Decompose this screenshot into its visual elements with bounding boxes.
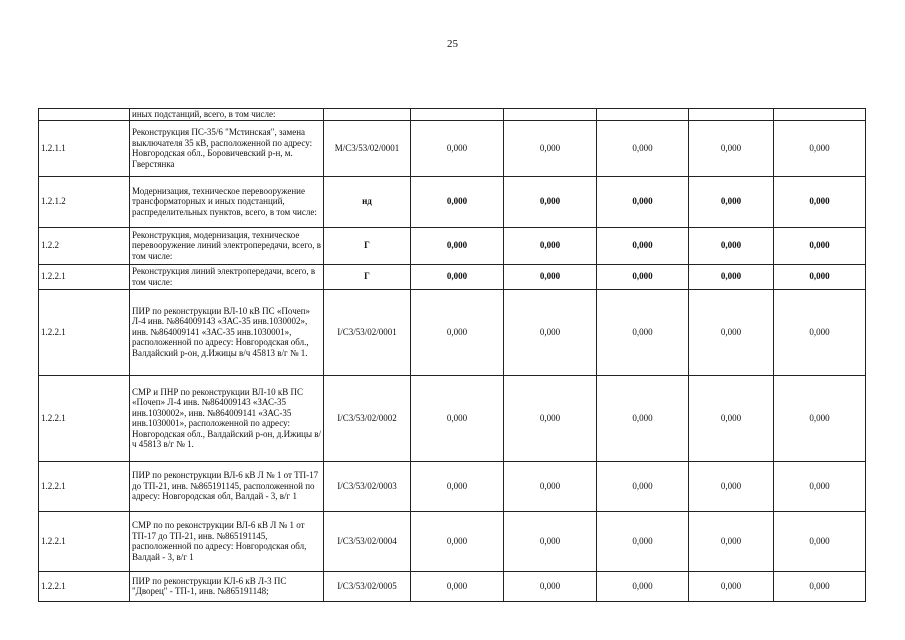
row-value: 0,000 [689, 264, 774, 289]
row-value: 0,000 [597, 289, 689, 375]
row-value: 0,000 [504, 289, 597, 375]
row-value: 0,000 [411, 571, 504, 601]
row-value: 0,000 [504, 511, 597, 571]
table-row [39, 109, 866, 121]
row-value [774, 109, 866, 121]
row-value: 0,000 [689, 375, 774, 461]
row-identifier: Г [324, 227, 411, 264]
row-value: 0,000 [597, 264, 689, 289]
row-value: 0,000 [774, 571, 866, 601]
row-value: 0,000 [774, 176, 866, 227]
table-row [39, 176, 866, 227]
row-code: 1.2.2.1 [39, 511, 130, 571]
row-value: 0,000 [689, 120, 774, 176]
row-value: 0,000 [774, 289, 866, 375]
row-name: СМР и ПНР по реконструкции ВЛ-10 кВ ПС «Почеп» Л-4 инв. №864009143 «ЗАС-35 инв.1030002», инв. №864009141 «ЗАС-35 инв.1030001», расположенной по адресу: Новгородская обл., Валдайский р-он, д.Ижицы в/ч 45813 в/г № 1. [130, 375, 324, 461]
row-value: 0,000 [689, 227, 774, 264]
row-value: 0,000 [689, 461, 774, 511]
row-value: 0,000 [411, 227, 504, 264]
row-identifier: I/C3/53/02/0005 [324, 571, 411, 601]
row-identifier: I/C3/53/02/0003 [324, 461, 411, 511]
row-value [411, 109, 504, 121]
row-value: 0,000 [597, 227, 689, 264]
row-value: 0,000 [504, 227, 597, 264]
row-value: 0,000 [411, 461, 504, 511]
row-code: 1.2.1.2 [39, 176, 130, 227]
row-value: 0,000 [774, 375, 866, 461]
row-value: 0,000 [597, 511, 689, 571]
row-value: 0,000 [504, 571, 597, 601]
row-name: иных подстанций, всего, в том числе: [130, 109, 324, 121]
row-value: 0,000 [597, 461, 689, 511]
row-value [689, 109, 774, 121]
row-code: 1.2.1.1 [39, 120, 130, 176]
table-row [39, 227, 866, 264]
row-code: 1.2.2.1 [39, 264, 130, 289]
row-name: Реконструкция линий электропередачи, всего, в том числе: [130, 264, 324, 289]
row-value: 0,000 [411, 289, 504, 375]
row-name: Реконструкция, модернизация, техническое перевооружение линий электропередачи, всего, в том числе: [130, 227, 324, 264]
row-value: 0,000 [411, 375, 504, 461]
row-value: 0,000 [504, 461, 597, 511]
row-code: 1.2.2.1 [39, 289, 130, 375]
row-code: 1.2.2.1 [39, 571, 130, 601]
table-row [39, 264, 866, 289]
row-name: ПИР по реконструкции ВЛ-6 кВ Л № 1 от ТП-17 до ТП-21, инв. №865191145, расположенной по адресу: Новгородская обл, Валдай - 3, в/г 1 [130, 461, 324, 511]
table-row [39, 511, 866, 571]
row-code [39, 109, 130, 121]
row-value: 0,000 [774, 120, 866, 176]
row-identifier: I/C3/53/02/0001 [324, 289, 411, 375]
investment-table [38, 108, 866, 602]
row-identifier: M/C3/53/02/0001 [324, 120, 411, 176]
row-name: СМР по по реконструкции ВЛ-6 кВ Л № 1 от ТП-17 до ТП-21, инв. №865191145, расположенной по адресу: Новгородская обл, Валдай - 3, в/г 1 [130, 511, 324, 571]
row-code: 1.2.2.1 [39, 461, 130, 511]
row-value: 0,000 [597, 571, 689, 601]
row-value: 0,000 [597, 176, 689, 227]
row-name: ПИР по реконструкции ВЛ-10 кВ ПС «Почеп» Л-4 инв. №864009143 «ЗАС-35 инв.1030002», инв. №864009141 «ЗАС-35 инв.1030001», расположенной по адресу: Новгородская обл., Валдайский р-он, д.Ижицы в/ч 45813 в/г № 1. [130, 289, 324, 375]
row-code: 1.2.2 [39, 227, 130, 264]
row-identifier: Г [324, 264, 411, 289]
row-value: 0,000 [411, 120, 504, 176]
row-value: 0,000 [597, 375, 689, 461]
row-code: 1.2.2.1 [39, 375, 130, 461]
row-identifier: нд [324, 176, 411, 227]
table-row [39, 289, 866, 375]
row-value: 0,000 [504, 375, 597, 461]
row-value: 0,000 [689, 511, 774, 571]
table-row [39, 461, 866, 511]
row-value: 0,000 [504, 264, 597, 289]
row-value: 0,000 [411, 511, 504, 571]
row-value: 0,000 [411, 176, 504, 227]
row-value: 0,000 [689, 571, 774, 601]
row-identifier: I/C3/53/02/0004 [324, 511, 411, 571]
row-name: Реконструкция ПС-35/6 "Мстинская", замена выключателя 35 кВ, расположенной по адресу: Новгородская обл., Боровичевский р-н, м. Гверстянка [130, 120, 324, 176]
row-value: 0,000 [411, 264, 504, 289]
table-row [39, 571, 866, 601]
table-row [39, 375, 866, 461]
row-value: 0,000 [504, 120, 597, 176]
row-value: 0,000 [774, 511, 866, 571]
row-identifier [324, 109, 411, 121]
table-row [39, 120, 866, 176]
row-value: 0,000 [504, 176, 597, 227]
row-identifier: I/C3/53/02/0002 [324, 375, 411, 461]
row-value: 0,000 [774, 264, 866, 289]
row-value: 0,000 [597, 120, 689, 176]
row-value: 0,000 [774, 461, 866, 511]
page-number: 25 [447, 38, 458, 50]
row-name: Модернизация, техническое перевооружение трансформаторных и иных подстанций, распределительных пунктов, всего, в том числе: [130, 176, 324, 227]
row-value [504, 109, 597, 121]
row-value: 0,000 [774, 227, 866, 264]
row-value [597, 109, 689, 121]
row-value: 0,000 [689, 176, 774, 227]
row-name: ПИР по реконструкции КЛ-6 кВ Л-3 ПС "Дворец" - ТП-1, инв. №865191148; [130, 571, 324, 601]
row-value: 0,000 [689, 289, 774, 375]
